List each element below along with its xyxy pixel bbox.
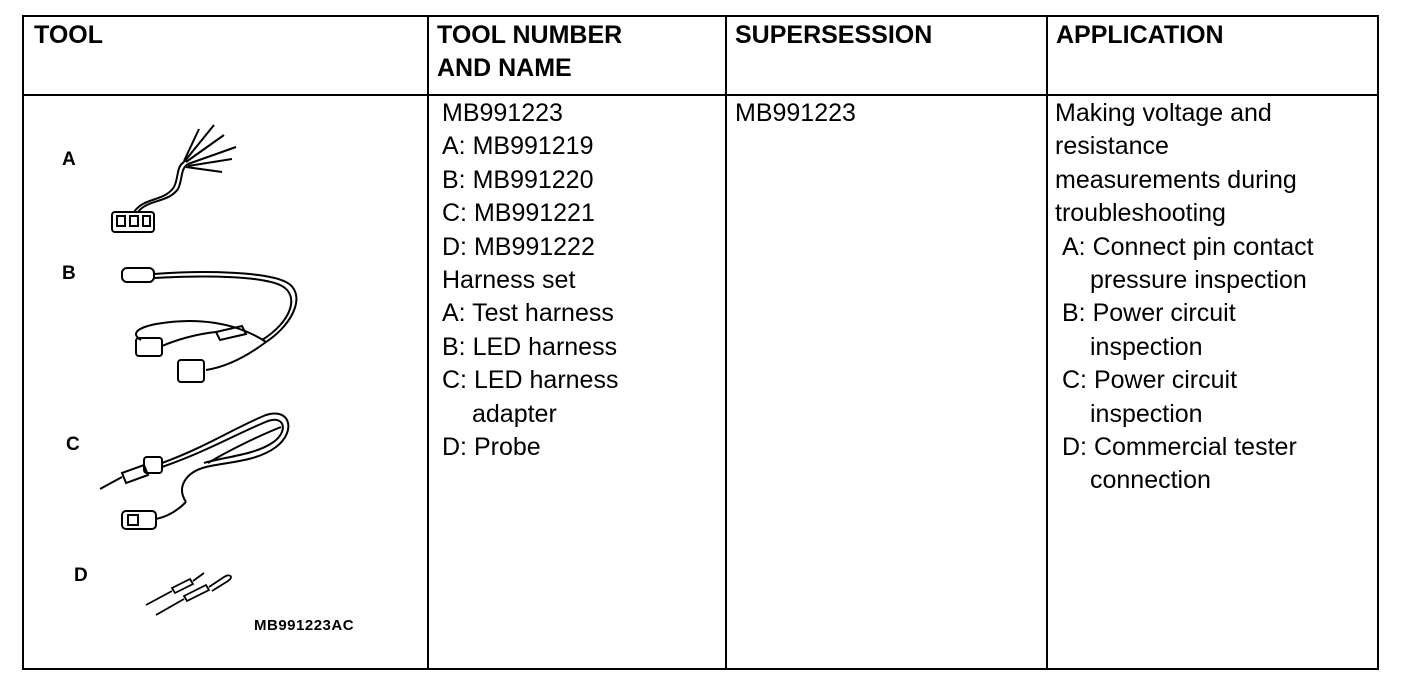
led-harness-icon xyxy=(116,262,306,387)
tool-label-a: A xyxy=(62,149,76,170)
tool-number-line: MB991223 xyxy=(442,99,563,127)
tool-number-line: C: LED harness xyxy=(442,366,619,395)
tool-number-line: A: MB991219 xyxy=(442,132,594,161)
tool-number-line: B: LED harness xyxy=(442,332,618,361)
header-supersession: SUPERSESSION xyxy=(735,21,933,49)
tool-number-line: D: Probe xyxy=(442,433,541,462)
header-tool-number-line2: AND NAME xyxy=(437,54,572,82)
application-line: D: Commercial tester xyxy=(1062,433,1297,462)
probe-icon xyxy=(142,565,242,620)
header-application: APPLICATION xyxy=(1056,21,1224,49)
application-line: connection xyxy=(1090,466,1211,495)
figure-code: MB991223AC xyxy=(254,617,355,634)
column-divider xyxy=(427,17,429,668)
column-divider xyxy=(725,17,727,668)
tool-label-b: B xyxy=(62,263,76,284)
application-line: B: Power circuit xyxy=(1062,299,1236,328)
supersession-cell: MB991223 xyxy=(735,99,856,127)
application-line: Making voltage and xyxy=(1055,99,1272,127)
application-line: measurements during xyxy=(1055,165,1297,194)
test-harness-icon xyxy=(104,117,254,242)
tool-number-line: A: Test harness xyxy=(442,299,614,328)
application-line: inspection xyxy=(1090,399,1203,428)
application-line: C: Power circuit xyxy=(1062,366,1238,395)
tool-number-line: D: MB991222 xyxy=(442,232,595,261)
tool-label-c: C xyxy=(66,434,80,455)
led-harness-adapter-icon xyxy=(96,407,296,532)
header-tool: TOOL xyxy=(34,21,103,49)
application-line: pressure inspection xyxy=(1090,266,1307,295)
header-divider xyxy=(24,94,1377,96)
application-cell xyxy=(1055,97,1314,498)
tool-number-line: B: MB991220 xyxy=(442,165,594,194)
tool-label-d: D xyxy=(74,565,88,586)
application-line: resistance xyxy=(1055,132,1169,161)
tool-number-line: C: MB991221 xyxy=(442,199,595,228)
application-line: A: Connect pin contact xyxy=(1062,232,1314,261)
application-line: troubleshooting xyxy=(1055,199,1226,228)
special-tool-table xyxy=(22,15,1379,670)
tool-number-line: Harness set xyxy=(442,266,576,295)
column-divider xyxy=(1046,17,1048,668)
tool-number-cell xyxy=(442,97,618,464)
application-line: inspection xyxy=(1090,332,1203,361)
tool-number-line: adapter xyxy=(472,399,557,428)
header-tool-number xyxy=(437,19,622,85)
header-tool-number-line1: TOOL NUMBER xyxy=(437,21,623,49)
